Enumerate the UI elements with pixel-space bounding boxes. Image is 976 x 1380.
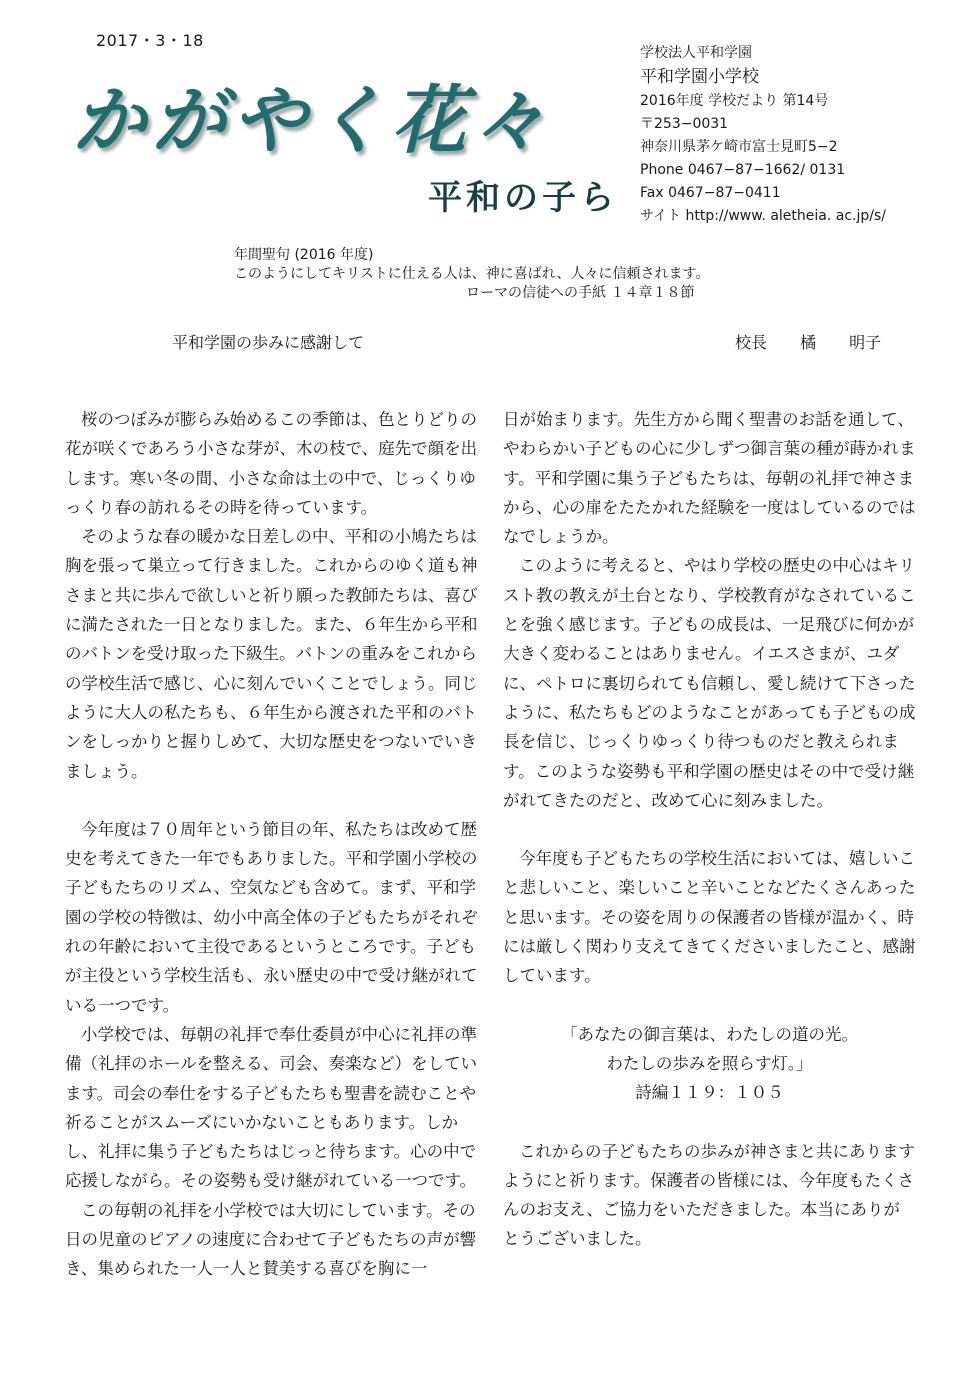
verse-label: 年間聖句 (2016 年度) [234,247,374,263]
article-column-right [503,405,916,1254]
article-heading: 平和学園の歩みに感謝して [172,333,365,352]
paragraph: 今年度も子どもたちの学校生活においては、嬉しいこと悲しいこと、楽しいこと辛いことなどたくさんあったと思います。その姿を周りの保護者の皆様が温かく、時には厳しく関わり支えてきてくださいましたこと、感謝しています。 [503,849,916,986]
paragraph: この毎朝の礼拝を小学校では大切にしています。その日の児童のピアノの速度に合わせて子どもたちの声が響き、集められた一人一人と賛美する喜びを胸に一 [65,1200,477,1279]
corporation-name: 学校法人平和学園 [640,45,752,61]
address: 神奈川県茅ケ崎市富士見町5−2 [640,139,838,155]
fax-number: Fax 0467−87−0411 [640,185,781,201]
psalm-reference: 詩編１１９：１０５ [635,1083,784,1103]
article-author: 校長 橘 明子 [735,333,882,352]
newsletter-title: かがやく花々 [72,78,552,164]
paragraph: 日が始まります。先生方から聞く聖書のお話を通して、やわらかい子どもの心に少しずつ御言葉の種が蒔かれます。平和学園に集う子どもたちは、毎朝の礼拝で神さまから、心の扉をたたかれた経験を一度はしているのではなでしょうか。 [503,410,916,547]
paragraph-gap [503,1108,916,1137]
paragraph: このように考えると、やはり学校の歴史の中心はキリスト教の教えが土台となり、学校教育がなされていることを強く感じます。子どもの成長は、一足飛びに何かが大きく変わることはありません。イエスさまが、ユダに、ペトロに裏切られても信頼し、愛し続けて下さったように、私たちもどのようなことがあっても子どもの成長を信じ、じっくりゆっくり待つものだと教えられます。このような姿勢も平和学園の歴史はその中で受け継がれてきたのだと、改めて心に刻みました。 [503,556,916,810]
issue-date: 2017・3・18 [96,31,204,50]
school-info-block [640,42,886,228]
paragraph-gap [65,786,478,815]
paragraph: これからの子どもたちの歩みが神さまと共にありますようにと祈ります。保護者の皆様には、今年度もたくさんのお支え、ご協力をいただきました。本当にありがとうございました。 [503,1141,915,1249]
paragraph-gap [503,815,916,844]
psalm-quote-line: わたしの歩みを照らす灯。」 [606,1053,813,1073]
paragraph: そのような春の暖かな日差しの中、平和の小鳩たちは胸を張って巣立って行きました。これからのゆく道も神さまと共に歩んで欲しいと祈り願った教師たちは、喜びに満たされた一日となりました。また、６年生から平和のバトンを受け取った下級生。バトンの重みをこれからの学校生活で感じ、心に刻んでいくことでしょう。同じように大人の私たちも、６年生から渡された平和のバトンをしっかりと握りしめて、大切な歴史をつないでいきましょう。 [65,527,478,781]
verse-text: このようにしてキリストに仕える人は、神に喜ばれ、人々に信頼されます。 [234,266,710,282]
paragraph: 今年度は７０周年という節目の年、私たちは改めて歴史を考えてきた一年でもありました。平和学園小学校の子どもたちのリズム、空気なども含めて。まず、平和学園の学校の特徴は、幼小中高全体の子どもたちがそれぞれの年齢において主役であるというところです。子どもが主役という学校生活も、永い歴史の中で受け継がれている一つです。 [65,819,478,1015]
psalm-quote-line: 「あなたの御言葉は、わたしの道の光。 [561,1024,858,1044]
phone-number: Phone 0467−87−1662/ 0131 [640,162,846,178]
newsletter-subtitle: 平和の子ら [428,178,618,218]
postal-code: 〒253−0031 [640,116,729,132]
article-column-left [65,405,478,1284]
paragraph: 桜のつぼみが膨らみ始めるこの季節は、色とりどりの花が咲くであろう小さな芽が、木の枝で、庭先で顔を出します。寒い冬の間、小さな命は土の中で、じっくりゆっくり春の訪れるその時を待っています。 [65,410,478,517]
school-name: 平和学園小学校 [640,67,759,87]
verse-reference: ローマの信徒への手紙 １４章１８節 [466,285,695,301]
paragraph-gap [503,991,916,1020]
issue-number: 2016年度 学校だより 第14号 [640,93,829,109]
website-link[interactable]: サイト http://www. aletheia. ac.jp/s/ [640,208,886,224]
annual-verse-block [234,246,709,303]
paragraph: 小学校では、毎朝の礼拝で奉仕委員が中心に礼拝の準備（礼拝のホールを整える、司会、奏楽など）をしています。司会の奉仕をする子どもたちも聖書を読むことや祈ることがスムーズにいかないこともあります。しかし、礼拝に集う子どもたちはじっと待ちます。心の中で応援しながら。その姿勢も受け継がれている一つです。 [65,1024,478,1191]
